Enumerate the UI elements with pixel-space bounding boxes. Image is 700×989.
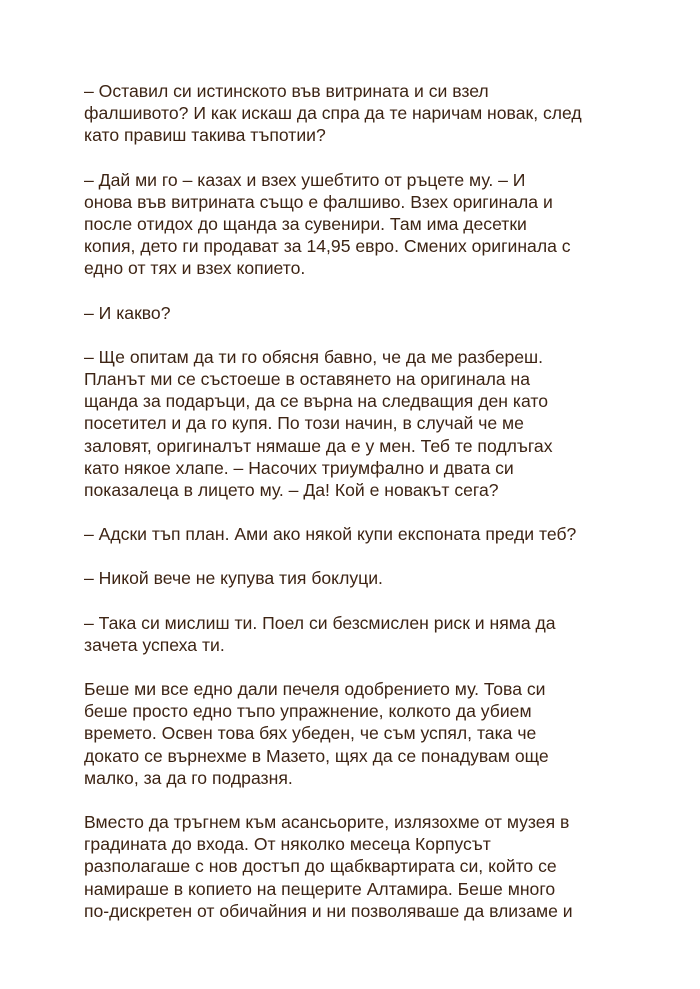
text-line: показалеца в лицето му. – Да! Кой е новакът сега? (84, 480, 499, 501)
text-line: посетител и да го купя. По този начин, в случай че ме (84, 413, 524, 434)
text-line: – Така си мислиш ти. Поел си безсмислен риск и няма да (84, 612, 556, 633)
text-line: заловят, оригиналът нямаше да е у мен. Теб те подлъгах (84, 435, 553, 456)
paragraph-7 (84, 612, 624, 656)
page-body (84, 80, 624, 944)
text-line: малко, за да го подразня. (84, 767, 293, 788)
text-line: – И какво? (84, 302, 171, 323)
text-line: Планът ми се състоеше в оставянето на оригинала на (84, 369, 531, 390)
text-line: – Ще опитам да ти го обясня бавно, че да ме разбереш. (84, 346, 544, 367)
text-line: разполагаше с нов достъп до щабквартирата си, който се (84, 856, 557, 877)
text-line: онова във витрината също е фалшиво. Взех оригинала и (84, 191, 553, 212)
text-line: градината до входа. От няколко месеца Корпусът (84, 834, 491, 855)
text-line: Беше ми все едно дали печеля одобрението му. Това си (84, 679, 546, 700)
text-line: фалшивото? И как искаш да спра да те наричам новак, след (84, 103, 582, 124)
paragraph-4 (84, 346, 624, 501)
text-line: времето. Освен това бях убеден, че съм успял, така че (84, 723, 537, 744)
text-line: докато се върнехме в Мазето, щях да се понадувам още (84, 745, 549, 766)
text-line: намираше в копието на пещерите Алтамира. Беше много (84, 878, 556, 899)
text-line: по-дискретен от обичайния и ни позволяваше да влизаме и (84, 900, 573, 921)
text-line: копия, дето ги продават за 14,95 евро. Смених оригинала с (84, 236, 571, 257)
paragraph-8 (84, 678, 624, 789)
text-line: като правиш такива тъпотии? (84, 125, 326, 146)
paragraph-1 (84, 80, 624, 147)
text-line: зачета успеха ти. (84, 634, 225, 655)
text-line: беше просто едно тъпо упражнение, колкото да убием (84, 701, 532, 722)
text-line: едно от тях и взех копието. (84, 258, 306, 279)
text-line: – Оставил си истинското във витрината и си взел (84, 81, 489, 101)
text-line: Вместо да тръгнем към асансьорите, излязохме от музея в (84, 812, 570, 833)
text-line: – Адски тъп план. Ами ако някой купи експоната преди теб? (84, 524, 577, 545)
text-line: – Никой вече не купува тия боклуци. (84, 568, 383, 589)
text-line: после отидох до щанда за сувенири. Там има десетки (84, 214, 527, 235)
paragraph-2 (84, 169, 624, 280)
paragraph-6 (84, 567, 624, 589)
paragraph-3 (84, 302, 624, 324)
paragraph-9 (84, 811, 624, 922)
paragraph-5 (84, 523, 624, 545)
text-line: като някое хлапе. – Насочих триумфално и двата си (84, 457, 514, 478)
text-line: щанда за подаръци, да се върна на следващия ден като (84, 391, 548, 412)
text-line: – Дай ми го – казах и взех ушебтито от ръцете му. – И (84, 169, 526, 190)
